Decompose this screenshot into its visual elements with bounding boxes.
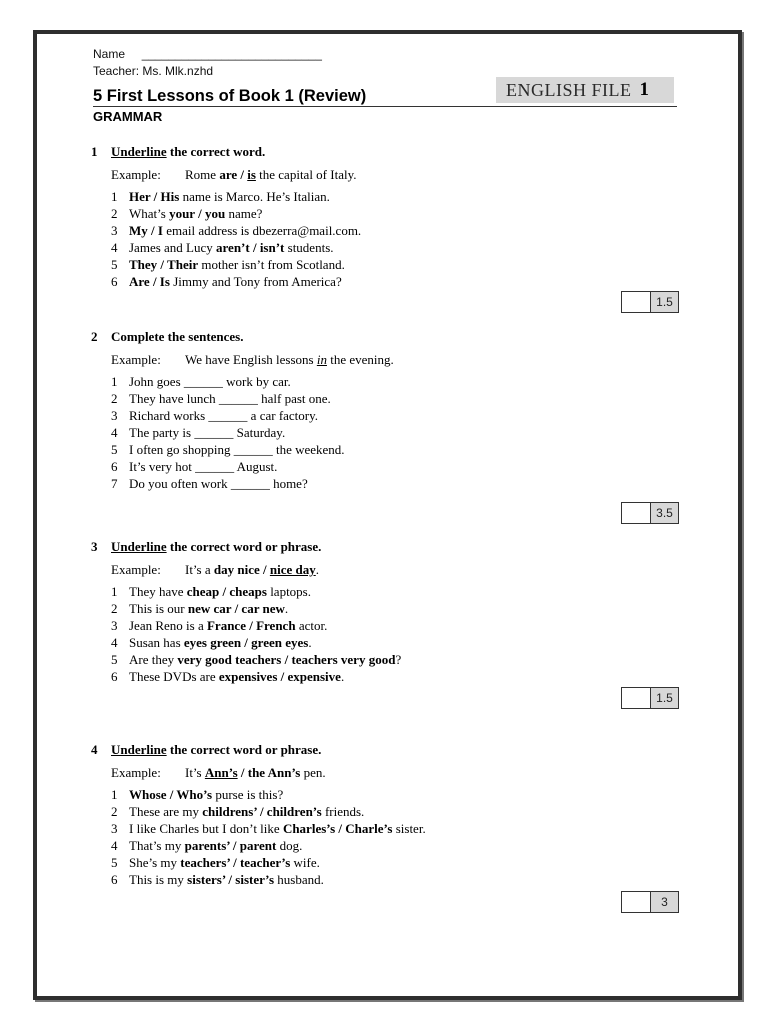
instruction-keyword: Underline: [111, 144, 167, 159]
question-list: [111, 583, 401, 685]
text-run: They have: [129, 584, 187, 599]
text-run: I often go shopping ______ the weekend.: [129, 442, 345, 457]
exercise-3: [91, 538, 401, 685]
score-box: [621, 687, 679, 709]
example-label: Example:: [111, 765, 161, 780]
choice-text: expensives / expensive: [218, 669, 341, 684]
question-number: 2: [111, 391, 118, 406]
text-run: laptops.: [266, 584, 311, 599]
example-label: Example:: [111, 167, 161, 182]
text-run: She’s my: [129, 855, 181, 870]
choice-text: Her / His: [129, 189, 180, 204]
text-run: The party is ______ Saturday.: [129, 425, 286, 440]
text-run: email address is dbezerra@mail.com.: [162, 223, 362, 238]
text-run: mother isn’t from Scotland.: [198, 257, 345, 272]
text-run: Are they: [129, 652, 178, 667]
page-title: 5 First Lessons of Book 1 (Review): [93, 87, 367, 105]
score-entry-field[interactable]: [622, 292, 651, 312]
correct-answer: is: [247, 167, 256, 182]
question-item: [111, 373, 394, 390]
question-item: [111, 424, 394, 441]
choice-text: are /: [219, 167, 248, 182]
question-number: 7: [111, 476, 118, 491]
question-item: [111, 634, 401, 651]
exercise-1: [91, 143, 361, 290]
example-label: Example:: [111, 562, 161, 577]
question-item: [111, 871, 426, 888]
question-item: [111, 390, 394, 407]
text-run: This is my: [129, 872, 188, 887]
text-run: pen.: [300, 765, 326, 780]
text-run: James and Lucy: [129, 240, 217, 255]
text-run: We have English lessons: [185, 352, 317, 367]
choice-text: day nice /: [213, 562, 270, 577]
choice-text: eyes green / green eyes: [183, 635, 309, 650]
question-number: 6: [111, 459, 118, 474]
text-run: This is our: [129, 601, 188, 616]
question-number: 2: [111, 601, 118, 616]
text-run: Richard works ______ a car factory.: [129, 408, 319, 423]
text-run: It’s: [185, 765, 205, 780]
choice-text: your / you: [169, 206, 226, 221]
question-item: [111, 803, 426, 820]
max-points: 3.5: [651, 503, 678, 523]
question-number: 3: [111, 821, 118, 836]
question-number: 6: [111, 872, 118, 887]
correct-answer: nice day: [269, 562, 316, 577]
score-entry-field[interactable]: [622, 688, 651, 708]
worksheet-frame: [33, 30, 742, 1000]
choice-text: sisters’ / sister’s: [187, 872, 275, 887]
text-run: What’s: [129, 206, 170, 221]
choice-text: Charles’s / Charle’s: [282, 821, 393, 836]
exercise-4: [91, 741, 426, 888]
question-number: 5: [111, 442, 118, 457]
exercise-number: 1: [91, 144, 98, 159]
english-file-logo: [496, 77, 674, 103]
choice-text: Whose / Who’s: [129, 787, 213, 802]
question-list: [111, 373, 394, 492]
exercise-number: 3: [91, 539, 98, 554]
text-run: I like Charles but I don’t like: [129, 821, 283, 836]
question-item: [111, 239, 361, 256]
instruction-text: Complete the sentences.: [111, 329, 244, 344]
name-blank: ___________________________: [141, 47, 322, 61]
text-run: dog.: [276, 838, 303, 853]
text-run: It’s very hot ______ August.: [129, 459, 278, 474]
question-number: 5: [111, 855, 118, 870]
instruction-text: the correct word or phrase.: [166, 742, 322, 757]
question-number: 4: [111, 240, 118, 255]
choice-text: They / Their: [129, 257, 199, 272]
question-item: [111, 854, 426, 871]
instruction-text: the correct word.: [166, 144, 266, 159]
score-entry-field[interactable]: [622, 503, 651, 523]
correct-answer: Ann’s: [204, 765, 238, 780]
choice-text: teachers’ / teacher’s: [180, 855, 291, 870]
text-run: .: [308, 635, 312, 650]
exercise-number: 4: [91, 742, 98, 757]
text-run: actor.: [295, 618, 328, 633]
question-item: [111, 786, 426, 803]
text-run: students.: [284, 240, 334, 255]
question-number: 1: [111, 787, 118, 802]
question-item: [111, 256, 361, 273]
text-run: the capital of Italy.: [255, 167, 357, 182]
max-points: 1.5: [651, 688, 678, 708]
text-run: John goes ______ work by car.: [129, 374, 291, 389]
question-number: 3: [111, 408, 118, 423]
exercise-instruction: [91, 538, 401, 556]
question-number: 1: [111, 374, 118, 389]
question-item: [111, 188, 361, 205]
text-run: name is Marco. He’s Italian.: [179, 189, 330, 204]
section-heading-grammar: GRAMMAR: [93, 109, 163, 124]
text-run: .: [284, 601, 289, 616]
example-line: [111, 166, 361, 184]
choice-text: cheap / cheaps: [186, 584, 267, 599]
text-run: ?: [395, 652, 402, 667]
text-run: Do you often work ______ home?: [129, 476, 308, 491]
question-item: [111, 820, 426, 837]
max-points: 1.5: [651, 292, 678, 312]
text-run: These are my: [129, 804, 203, 819]
question-number: 4: [111, 635, 118, 650]
question-number: 4: [111, 425, 118, 440]
logo-number: 1: [639, 79, 649, 100]
text-run: .: [340, 669, 345, 684]
text-run: friends.: [321, 804, 365, 819]
question-item: [111, 441, 394, 458]
text-run: Jean Reno is a: [129, 618, 207, 633]
text-run: .: [315, 562, 319, 577]
question-number: 2: [111, 206, 118, 221]
choice-text: Are / Is: [129, 274, 170, 289]
text-run: Rome: [185, 167, 220, 182]
score-box: [621, 502, 679, 524]
exercise-instruction: [91, 143, 361, 161]
question-number: 5: [111, 652, 118, 667]
text-run: They have lunch ______ half past one.: [129, 391, 331, 406]
question-item: [111, 583, 401, 600]
choice-text: France / French: [206, 618, 296, 633]
text-run: wife.: [290, 855, 320, 870]
question-item: [111, 617, 401, 634]
teacher-line: Teacher: Ms. Mlk.nzhd: [93, 64, 214, 78]
text-run: It’s a: [185, 562, 214, 577]
choice-text: very good teachers / teachers very good: [177, 652, 396, 667]
example-label: Example:: [111, 352, 161, 367]
question-number: 1: [111, 189, 118, 204]
choice-text: parents’ / parent: [184, 838, 277, 853]
text-run: name?: [225, 206, 263, 221]
question-item: [111, 837, 426, 854]
question-number: 4: [111, 838, 118, 853]
exercise-number: 2: [91, 329, 98, 344]
question-item: [111, 668, 401, 685]
exercise-instruction: [91, 328, 394, 346]
question-item: [111, 475, 394, 492]
question-item: [111, 458, 394, 475]
name-line: [93, 47, 322, 61]
question-item: [111, 222, 361, 239]
text-run: purse is this?: [212, 787, 284, 802]
question-number: 2: [111, 804, 118, 819]
text-run: the evening.: [326, 352, 394, 367]
question-number: 5: [111, 257, 118, 272]
choice-text: new car / car new: [187, 601, 285, 616]
text-run: That’s my: [129, 838, 185, 853]
example-line: [111, 351, 394, 369]
instruction-keyword: Underline: [111, 539, 167, 554]
text-run: husband.: [274, 872, 324, 887]
question-item: [111, 205, 361, 222]
question-number: 3: [111, 223, 118, 238]
exercise-2: [91, 328, 394, 492]
title-rule: [93, 106, 677, 107]
correct-answer: in: [316, 352, 327, 367]
question-list: [111, 188, 361, 290]
question-number: 1: [111, 584, 118, 599]
question-number: 6: [111, 669, 118, 684]
exercise-instruction: [91, 741, 426, 759]
name-label: Name: [93, 47, 126, 61]
score-box: [621, 291, 679, 313]
question-list: [111, 786, 426, 888]
example-line: [111, 764, 426, 782]
question-item: [111, 600, 401, 617]
instruction-text: the correct word or phrase.: [166, 539, 322, 554]
logo-text: ENGLISH FILE: [506, 79, 632, 100]
max-points: 3: [651, 892, 678, 912]
choice-text: childrens’ / children’s: [202, 804, 322, 819]
text-run: These DVDs are: [129, 669, 219, 684]
choice-text: / the Ann’s: [237, 765, 301, 780]
text-run: Susan has: [129, 635, 184, 650]
question-item: [111, 651, 401, 668]
question-item: [111, 273, 361, 290]
score-box: [621, 891, 679, 913]
text-run: Jimmy and Tony from America?: [169, 274, 342, 289]
question-item: [111, 407, 394, 424]
question-number: 6: [111, 274, 118, 289]
instruction-keyword: Underline: [111, 742, 167, 757]
choice-text: My / I: [129, 223, 163, 238]
choice-text: aren’t / isn’t: [216, 240, 285, 255]
text-run: sister.: [392, 821, 426, 836]
score-entry-field[interactable]: [622, 892, 651, 912]
question-number: 3: [111, 618, 118, 633]
example-line: [111, 561, 401, 579]
